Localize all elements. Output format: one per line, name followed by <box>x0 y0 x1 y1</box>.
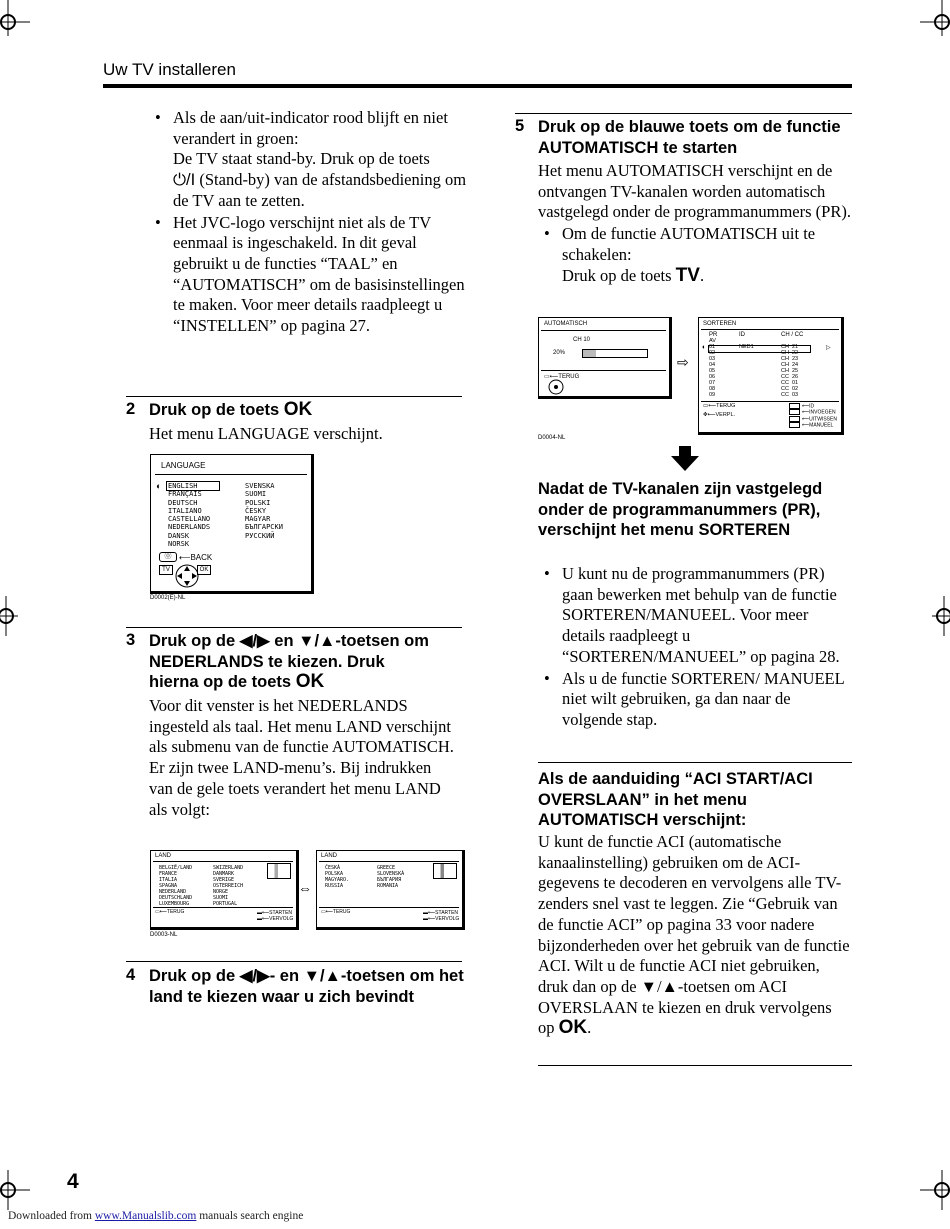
terug-text: TERUG <box>332 909 351 915</box>
screen-divider <box>319 907 459 908</box>
table-cell: 07 <box>709 380 716 386</box>
list-item: SWIZERLAND <box>213 865 244 871</box>
list-item: DANMARK <box>213 871 235 877</box>
vervolg-label: ▬⟵VERVOLG <box>257 916 294 922</box>
terug-label: ▭⟵TERUG <box>321 909 351 915</box>
list-item: BELGIË/LAND <box>159 865 193 871</box>
section-rule <box>538 1065 852 1066</box>
crop-mark-top-left <box>0 0 40 40</box>
list-item: DEUTSCH <box>168 498 198 507</box>
step-number: 5 <box>515 117 525 135</box>
section-heading: Nadat de TV-kanalen zijn vastgelegd onder de programmanummers (PR), verschijnt het menu SORTEREN <box>538 480 823 540</box>
list-item: FRANÇAIS <box>168 490 202 499</box>
step-heading: Druk op de blauwe toets om de functie AUTOMATISCH te starten <box>538 118 841 157</box>
screen-divider <box>541 370 666 371</box>
vervolg-label: ▬⟵VERVOLG <box>423 916 460 922</box>
manualslib-link[interactable]: www.Manualslib.com <box>94 1210 197 1222</box>
swap-arrow-icon: ⇔ <box>298 880 312 896</box>
screen-divider <box>153 861 293 862</box>
dpad-icon <box>545 379 567 395</box>
aci-body-text: U kunt de functie ACI (automatische kanaalinstelling) gebruiken om de ACI-gegevens te decoderen en vervolgens alle TV-zenders snel vast te leggen. Zie “Gebruik van de functie ACI” op pagina 33 voor nadere bijzonderheden over het gebruik van de functie ACI. Wilt u de functie ACI niet gebruiken, druk dan op de ▼/▲-toetsen om ACI OVERSLAAN te kiezen en druk vervolgens op <box>538 832 850 1038</box>
language-list-col2 <box>245 482 283 540</box>
country-list-col1 <box>325 865 349 889</box>
table-cell: 08 <box>709 386 716 392</box>
table-cell: 05 <box>709 368 716 374</box>
list-item: POLSKI <box>245 498 271 507</box>
back-label: ⟵BACK <box>179 553 213 562</box>
progress-bar <box>582 349 648 358</box>
list-item: ITALIANO <box>168 506 202 515</box>
step-heading <box>149 631 469 693</box>
table-cell: CC 01 <box>781 380 799 386</box>
automatisch-screen <box>538 317 672 399</box>
color-key-legend <box>789 403 837 428</box>
tv-key-icon: TV <box>159 565 173 575</box>
column-header: CH / CC <box>781 332 804 338</box>
verpl-text: VERPL. <box>715 412 736 418</box>
vervolg-text: VERVOLG <box>269 916 294 922</box>
step-body: Voor dit venster is het NEDERLANDS ingesteld als taal. Het menu LAND verschijnt als submenu van de functie AUTOMATISCH. Er zijn twee LAND-menu’s. Bij indrukken van de gele toets verandert het menu LAND als volgt: <box>149 696 454 819</box>
terug-label: ▭⟵TERUG <box>155 909 185 915</box>
footer-suffix: manuals search engine <box>199 1210 304 1222</box>
step-heading-line: Druk op de ◀/▶ en ▼/▲-toetsen om <box>149 632 429 650</box>
list-item: NORSK <box>168 540 190 549</box>
list-item: POLSKA <box>325 871 344 877</box>
cursor-right-icon: ▷ <box>826 345 831 351</box>
crop-mark-bottom-right <box>910 1170 950 1210</box>
legend-label: ⟵ID <box>802 403 815 410</box>
list-item: OSTERREICH <box>213 883 244 889</box>
screen-divider <box>155 474 307 475</box>
list-item: ČESKÁ <box>325 865 341 871</box>
list-item: SVENSKA <box>245 482 275 490</box>
vervolg-text: VERVOLG <box>435 916 460 922</box>
table-cell: CH 21 <box>781 344 799 350</box>
table-cell: CC 26 <box>781 374 799 380</box>
bullet-item <box>149 213 469 337</box>
list-item: GREECE <box>377 865 396 871</box>
table-cell: CC 02 <box>781 386 799 392</box>
channel-readout: CH 10 <box>573 337 591 343</box>
list-item: SVERIGE <box>213 877 235 883</box>
header-rule <box>103 84 852 88</box>
table-cell: CH 25 <box>781 368 799 374</box>
legend-item <box>789 422 837 428</box>
screen-divider <box>153 907 293 908</box>
ok-key: OK <box>558 1017 588 1039</box>
step-heading-line: hierna op de toets <box>149 673 292 692</box>
list-item: SUOMI <box>213 895 229 901</box>
screen-title: AUTOMATISCH <box>544 321 588 327</box>
list-item: БЪЛГАРСКИ <box>245 523 283 532</box>
table-cell: 04 <box>709 362 716 368</box>
step-number: 2 <box>126 400 136 418</box>
ok-key-icon: OK <box>197 565 211 575</box>
column-header: PR <box>709 332 718 338</box>
list-item: RUSSIA <box>325 883 344 889</box>
terug-text: TERUG <box>716 403 736 409</box>
list-item: MAGYAR <box>245 515 271 524</box>
back-text: BACK <box>190 553 213 562</box>
verpl-label: ✥⟵VERPL. <box>703 412 736 418</box>
terug-text: TERUG <box>166 909 185 915</box>
list-item: MAGYARO. <box>325 877 350 883</box>
aci-body: U kunt de functie ACI (automatische kanaalinstelling) gebruiken om de ACI-gegevens te decoderen en vervolgens alle TV-zenders snel vast te leggen. Zie “Gebruik van de functie ACI” op pagina 33 voor nadere bijzonderheden over het gebruik van de functie ACI. Wilt u de functie ACI niet gebruiken, druk dan op de ▼/▲-toetsen om ACI OVERSLAAN te kiezen en druk vervolgens op OK. <box>538 832 850 1039</box>
selection-marker-icon: ◐ <box>156 481 162 491</box>
list-item: БЪЛГАРИЯ <box>377 877 402 883</box>
starten-label: ▬⟵STARTEN <box>257 910 293 916</box>
color-key-icon <box>789 409 800 415</box>
footer-prefix: Downloaded from <box>8 1210 92 1222</box>
terug-label: ▭⟵TERUG <box>544 374 580 380</box>
step-heading <box>149 400 464 421</box>
starten-label: ▬⟵STARTEN <box>423 910 459 916</box>
arrow-right-icon: ⇨ <box>677 354 689 370</box>
list-item: NORGE <box>213 889 229 895</box>
screen-divider <box>319 861 459 862</box>
table-cell: NED1 <box>739 344 754 350</box>
crop-mark-mid-left <box>0 596 20 636</box>
bullet-text: Druk op de toets <box>562 265 672 285</box>
list-item: FRANCE <box>159 871 178 877</box>
starten-text: STARTEN <box>435 910 459 916</box>
bullet-item: • Als u de functie SORTEREN/ MANUEEL niet wilt gebruiken, ga dan naar de volgende stap. <box>538 669 853 731</box>
list-item: SLOVENSKÁ <box>377 871 405 877</box>
country-list-col1 <box>159 865 192 907</box>
country-list-col2 <box>377 865 404 889</box>
table-cell: CC 03 <box>781 392 799 398</box>
legend-label: ⟵MANUEEL <box>802 422 834 429</box>
section-rule <box>515 113 852 114</box>
flag-icon <box>267 863 291 879</box>
bullet-text: (Stand-by) van de afstandsbediening om de TV aan te zetten. <box>173 170 467 210</box>
after-bullets <box>538 564 853 731</box>
list-item: NEDERLANDS <box>168 523 211 532</box>
table-cell: CH 24 <box>781 362 799 368</box>
table-cell: 02 <box>709 350 716 356</box>
step-number: 3 <box>126 631 136 649</box>
table-cell: 09 <box>709 392 716 398</box>
country-list-col2 <box>213 865 243 907</box>
screen-divider <box>701 401 839 402</box>
table-cell: AV <box>709 338 716 344</box>
step-body <box>538 161 853 286</box>
color-key-icon <box>789 422 800 428</box>
bullet-text: Als de aan/uit-indicator rood blijft en niet verandert in groen: <box>173 108 448 148</box>
table-cell: CH 22 <box>781 350 799 356</box>
list-item: SPAGNA <box>159 883 178 889</box>
section-rule <box>538 762 852 763</box>
step-number: 4 <box>126 966 136 984</box>
screen-divider <box>701 329 839 330</box>
language-screen <box>150 454 314 594</box>
figure-code: D0003-NL <box>150 932 178 938</box>
column-header: ID <box>739 332 745 338</box>
list-item: NEDERLAND <box>159 889 187 895</box>
step-heading-line: NEDERLANDS te kiezen. Druk <box>149 652 385 671</box>
section-rule <box>126 627 462 628</box>
ok-key: OK <box>295 671 325 693</box>
back-key-icon: ⓪ <box>159 552 177 562</box>
footer <box>8 1210 303 1222</box>
color-key-icon <box>789 403 800 409</box>
land-screen-1 <box>150 850 299 930</box>
selection-marker-icon: ◐ <box>702 344 707 351</box>
table-cell: CH 23 <box>781 356 799 362</box>
section-rule <box>126 961 462 962</box>
color-key-icon <box>789 416 800 422</box>
list-item: DEUTSCHLAND <box>159 895 193 901</box>
page-header-title: Uw TV installeren <box>103 60 236 79</box>
step-heading: Druk op de ◀/▶- en ▼/▲-toetsen om het land te kiezen waar u zich bevindt <box>149 967 464 1006</box>
intro-bullets <box>149 108 469 337</box>
list-item: LUXEMBOURG <box>159 901 190 907</box>
bullet-item: • Om de functie AUTOMATISCH uit te schakelen: Druk op de toets TV. <box>538 224 853 286</box>
progress-percent: 20% <box>553 350 566 356</box>
arrow-down-icon <box>671 446 699 472</box>
bullet-text: De TV staat stand-by. Druk op de toets <box>173 149 430 169</box>
sorteren-screen <box>698 317 844 435</box>
starten-text: STARTEN <box>269 910 293 916</box>
list-item: ITALIA <box>159 877 178 883</box>
terug-text: TERUG <box>558 374 580 380</box>
table-cell: 03 <box>709 356 716 362</box>
list-item: ROMANIA <box>377 883 399 889</box>
standby-symbol: ⏻/I <box>173 171 196 190</box>
table-cell: 01 <box>709 344 716 350</box>
list-item: PORTUGAL <box>213 901 238 907</box>
list-item: РУССКИЙ <box>245 531 275 540</box>
section-heading: Als de aanduiding “ACI START/ACI OVERSLAAN” in het menu AUTOMATISCH verschijnt: <box>538 770 813 830</box>
crop-mark-bottom-left <box>0 1170 40 1210</box>
crop-mark-top-right <box>910 0 950 40</box>
screen-divider <box>541 330 666 331</box>
table-row <box>709 392 829 398</box>
land-screen-2 <box>316 850 465 930</box>
screen-title: LANGUAGE <box>161 461 206 470</box>
screen-title: SORTEREN <box>703 321 737 327</box>
crop-mark-mid-right <box>930 596 950 636</box>
bullet-text: Het JVC-logo verschijnt niet als de TV eenmaal is ingeschakeld. In dit geval gebruikt u de functies “TAAL” en “AUTOMATISCH” om de basisinstellingen te maken. Voor meer details raadpleegt u “INSTELLEN” op pagina 27. <box>173 212 465 336</box>
screen-title: LAND <box>321 853 338 859</box>
screen-title: LAND <box>155 853 172 859</box>
progress-fill <box>583 350 596 357</box>
bullet-item: • U kunt nu de programmanummers (PR) gaan bewerken met behulp van de functie SORTEREN/MANUEEL. Voor meer details raadpleegt u “SORTEREN/MANUEEL” op pagina 28. <box>538 564 853 668</box>
figure-code: D0004-NL <box>538 435 566 441</box>
table-cell: 06 <box>709 374 716 380</box>
step-body: Het menu LANGUAGE verschijnt. <box>149 424 383 443</box>
terug-label: ▭⟵TERUG <box>703 403 736 409</box>
list-item: CASTELLANO <box>168 515 211 524</box>
legend-label: ⟵INVOEGEN <box>802 409 836 416</box>
language-list-col1 <box>168 482 210 548</box>
page-number: 4 <box>67 1170 79 1193</box>
bullet-text: Om de functie AUTOMATISCH uit te schakelen: <box>562 224 816 264</box>
tv-key: TV <box>675 264 700 286</box>
section-rule <box>126 396 462 397</box>
figure-code: D0002(E)-NL <box>150 595 186 601</box>
bullet-item <box>149 108 469 212</box>
step-body-text: Het menu AUTOMATISCH verschijnt en de ontvangen TV-kanalen worden automatisch vastgelegd onder de programmanummers (PR). <box>538 161 851 222</box>
step-heading-text: Druk op de toets <box>149 401 280 419</box>
legend-label: ⟵UITWISSEN <box>802 415 837 422</box>
flag-icon <box>433 863 457 879</box>
ok-key: OK <box>283 399 313 420</box>
list-item: SUOMI <box>245 490 267 499</box>
list-item: ENGLISH <box>168 482 198 490</box>
list-item: DANSK <box>168 531 190 540</box>
list-item: ČESKY <box>245 506 267 515</box>
